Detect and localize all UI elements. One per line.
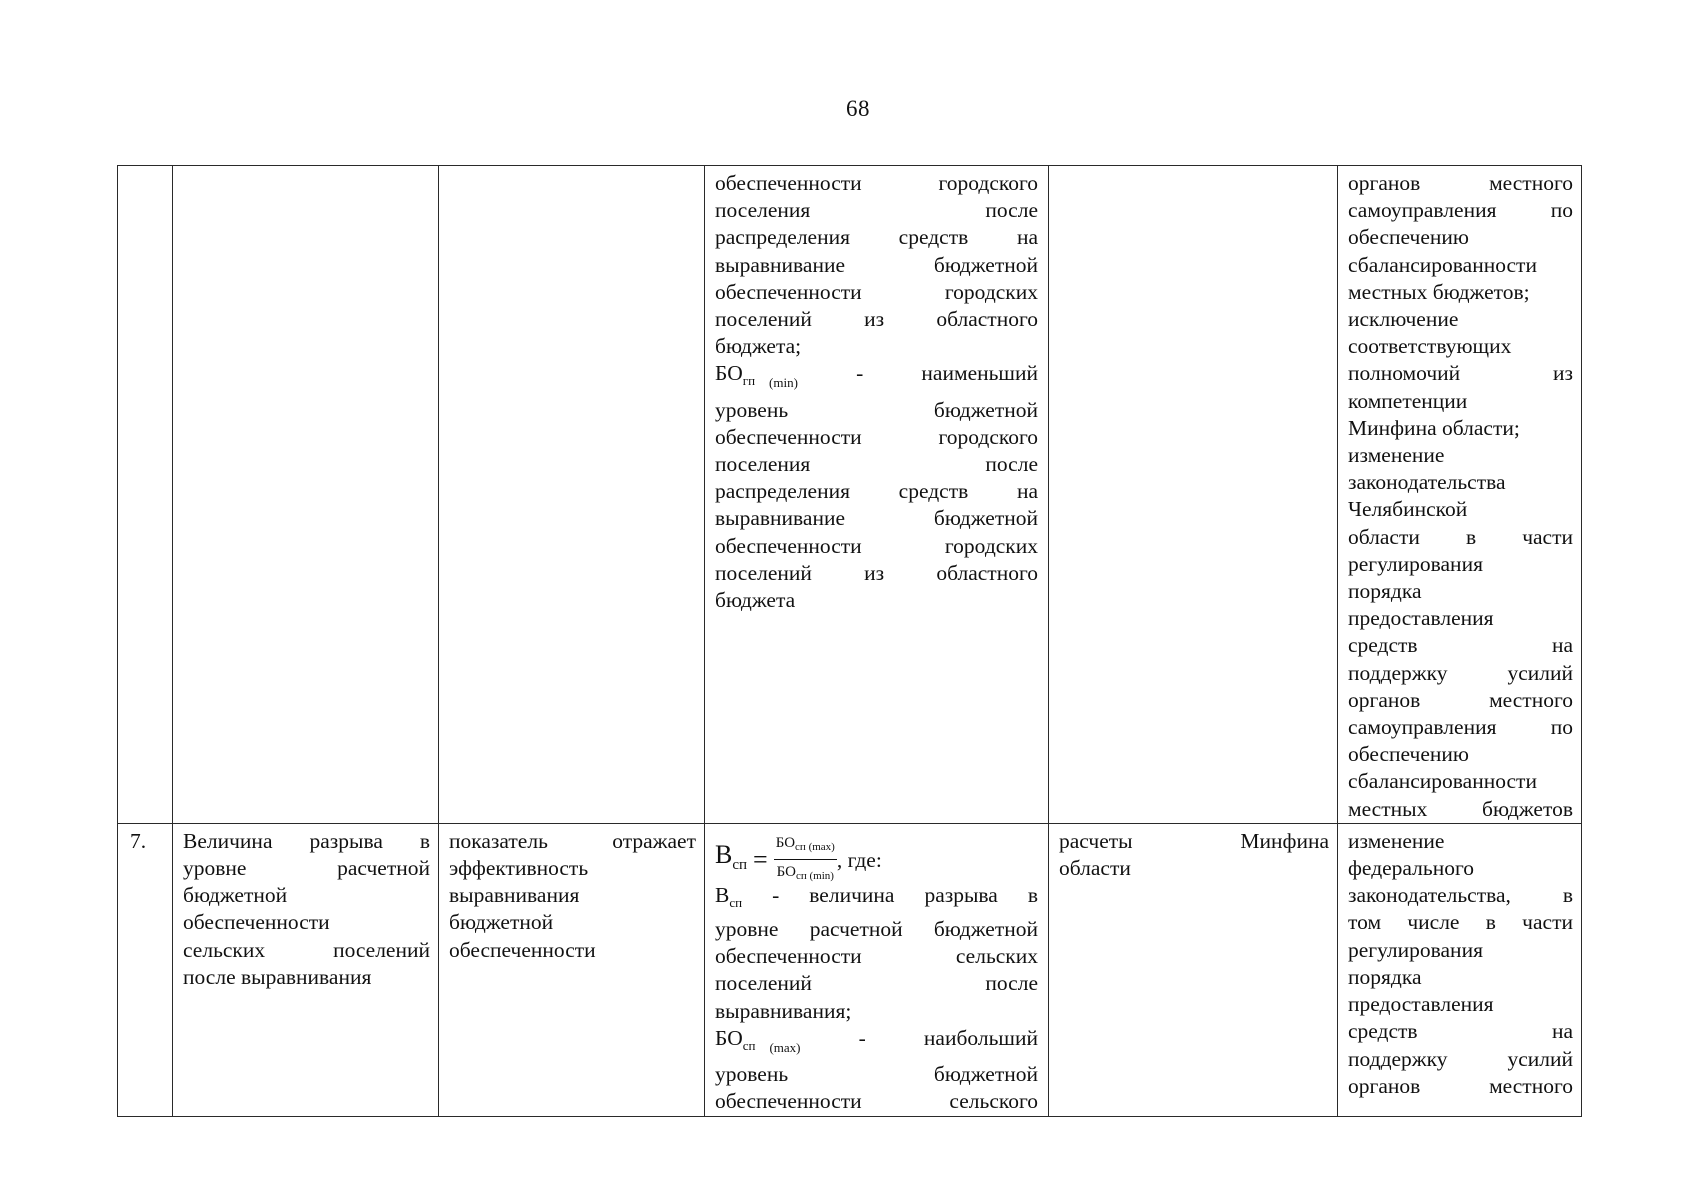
cell-source-empty [1049,166,1338,824]
cell-method [705,166,1049,824]
text-line: компетенции [1348,388,1468,413]
text-line: уровне расчетной бюджетной [715,917,1038,942]
text-line: поддержку усилий [1348,1046,1573,1071]
text-line: распределения средств на [715,225,1038,250]
text-line: законодательства, в [1348,883,1573,908]
text-line: обеспеченности [183,910,330,935]
text-line: обеспеченности сельских [715,944,1038,969]
text-line: уровне расчетной [183,856,430,881]
indicator-description-text [449,828,696,964]
method-text-b [715,397,1038,615]
text-line: предоставления [1348,606,1494,631]
text-line: регулирования [1348,937,1483,962]
min-definition-line: $БО_{гп}$ $_{(min)}$ - наименьший [715,361,1038,391]
text-line: предоставления [1348,992,1494,1017]
formula-fraction: $\frac{БО_{сп (max)}}{БО_{сп (min)}}$ [775,835,835,883]
indicators-table [117,165,1582,1117]
text-line: средств на [1348,633,1573,658]
text-line: изменение [1348,443,1445,468]
cell-number-empty [118,166,173,824]
text-line: сбалансированности [1348,769,1537,794]
text-line: самоуправления по [1348,715,1573,740]
cell-source [1049,823,1338,1116]
text-line: обеспеченности [449,937,596,962]
cell-description [439,823,705,1116]
text-line: бюджета [715,588,796,613]
text-line: области [1059,856,1131,881]
cell-risks [1338,823,1582,1116]
cell-method [705,823,1049,1116]
text-line: уровень бюджетной [715,1062,1038,1087]
text-line: законодательства [1348,470,1506,495]
text-line: бюджетной [449,910,554,935]
text-line: бюджета; [715,334,802,359]
text-line: уровень бюджетной [715,397,1038,422]
text-line: порядка [1348,579,1422,604]
text-line: после выравнивания [183,964,372,989]
text-line: порядка [1348,964,1422,989]
text-line: обеспеченности городских [715,279,1038,304]
text-line: выравнивания [449,883,580,908]
risks-text [1348,170,1573,823]
text-line: области в части [1348,524,1573,549]
table-row-7 [118,823,1582,1116]
text-line: сельских поселений [183,937,430,962]
text-line: поселений из областного [715,560,1038,585]
text-line: обеспеченности городского [715,424,1038,449]
method-text-c [715,916,1038,1025]
method-text-d [715,1061,1038,1115]
method-text-a [715,170,1038,360]
text-line: самоуправления по [1348,198,1573,223]
text-line: сбалансированности [1348,252,1537,277]
max-definition-line: $БО_{сп}$ $_{(max)}$ - наибольший [715,1025,1038,1055]
text-line: том числе в части [1348,910,1573,935]
text-line: обеспеченности сельского [715,1089,1038,1114]
data-source-text [1059,828,1329,882]
table-row-continuation [118,166,1582,824]
text-line: обеспечению [1348,742,1469,767]
cell-risks [1338,166,1582,824]
text-line: выравнивание бюджетной [715,506,1038,531]
gap-definition-line: $В_{сп}$ - величина разрыва в [715,882,1039,910]
text-line: органов местного [1348,1073,1573,1098]
text-line: поселения после [715,452,1038,477]
text-line: местных бюджетов [1348,796,1573,821]
text-line: поселений после [715,971,1038,996]
risks-text [1348,828,1573,1100]
text-line: органов местного [1348,171,1573,195]
page-number: 68 [846,96,870,121]
ratio-formula: $В_{сп}$ = $\frac{БО_{сп (max)}}{БО_{сп (min)}}$ , где: [715,828,1038,882]
text-line: выравнивание бюджетной [715,252,1038,277]
text-line: обеспечению [1348,225,1469,250]
text-line: изменение [1348,828,1445,853]
text-line: регулирования [1348,551,1483,576]
text-line: федерального [1348,856,1474,881]
text-line: Челябинской [1348,497,1468,522]
text-line: исключение [1348,307,1459,332]
text-line: полномочий из [1348,361,1573,386]
text-line: местных бюджетов; [1348,279,1530,304]
text-line: расчеты Минфина [1059,828,1329,853]
text-line: бюджетной [183,883,288,908]
indicator-name-text [183,828,430,991]
text-line: обеспеченности городского [715,171,1038,195]
text-line: распределения средств на [715,479,1038,504]
text-line: обеспеченности городских [715,533,1038,558]
text-line: соответствующих [1348,334,1512,359]
text-line: поддержку усилий [1348,660,1573,685]
text-line: Величина разрыва в [183,828,430,853]
text-line: средств на [1348,1019,1573,1044]
text-line: Минфина области; [1348,415,1520,440]
cell-name [173,823,439,1116]
cell-number: 7. [118,823,173,1116]
text-line: эффективность [449,856,589,881]
text-line: показатель отражает [449,828,696,853]
text-line: поселений из областного [715,307,1038,332]
cell-name-empty [173,166,439,824]
text-line: выравнивания; [715,998,852,1023]
cell-description-empty [439,166,705,824]
text-line: органов местного [1348,687,1573,712]
text-line: поселения после [715,198,1038,223]
